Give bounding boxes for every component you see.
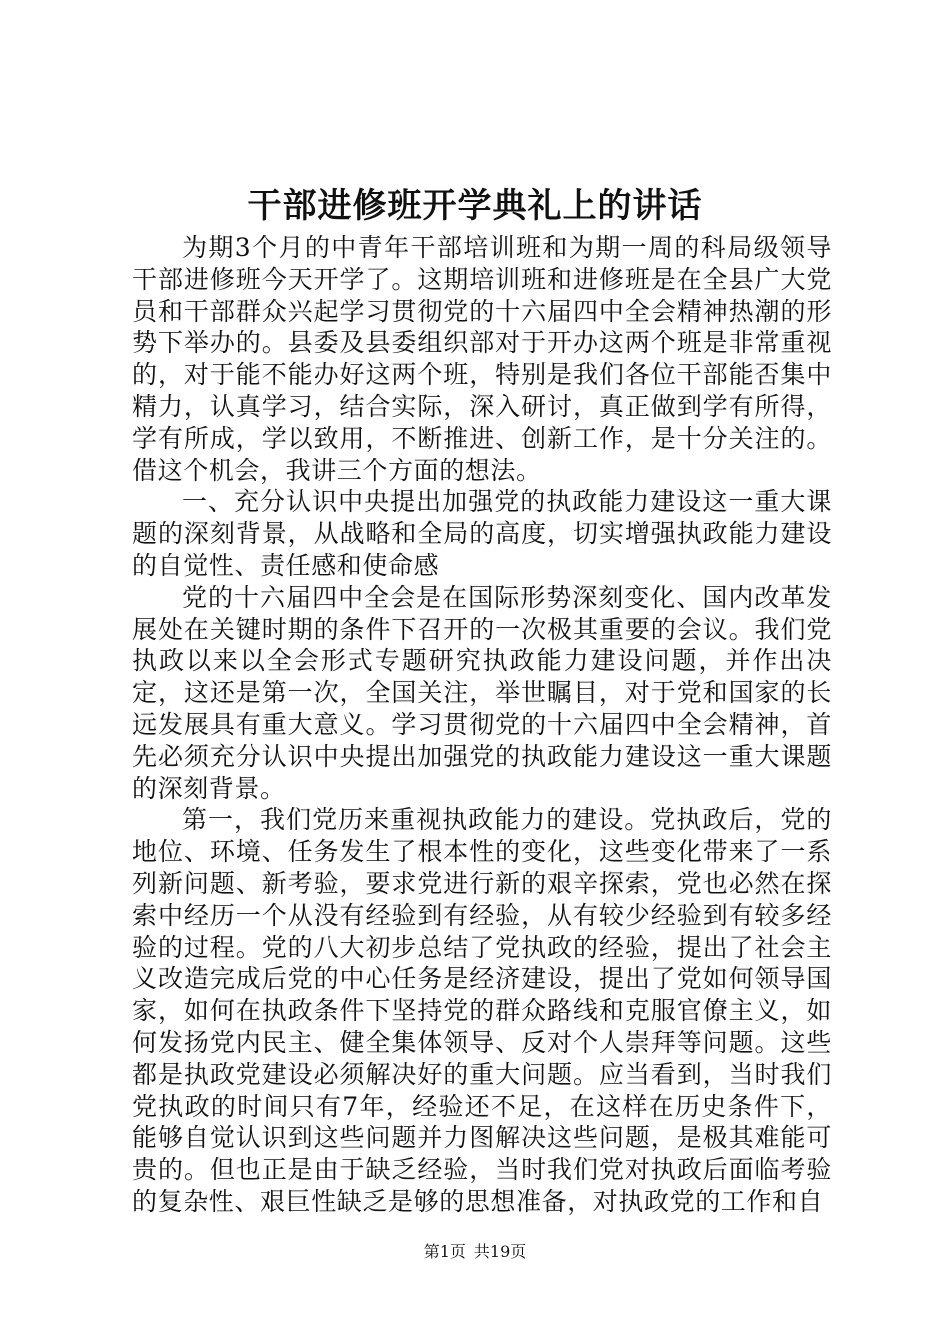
paragraph-intro: 为期3个月的中青年干部培训班和为期一周的科局级领导干部进修班今天开学了。这期培训班和进修班是在全县广大党员和干部群众兴起学习贯彻党的十六届四中全会精神热潮的形势下举办的。县委及县委组织部对于开办这两个班是非常重视的，对于能不能办好这两个班，特别是我们各位干部能否集中精力，认真学习，结合实际，深入研讨，真正做到学有所得，学有所成，学以致用，不断推进、创新工作，是十分关注的。借这个机会，我讲三个方面的想法。 [132, 233, 832, 485]
document-body [132, 232, 832, 1218]
page-footer [0, 1240, 950, 1264]
page-number: 第1页 [423, 1242, 466, 1261]
paragraph-first-point: 第一，我们党历来重视执政能力的建设。党执政后，党的地位、环境、任务发生了根本性的变化，这些变化带来了一系列新问题、新考验，要求党进行新的艰辛探索，党也必然在探索中经历一个从没有经验到有经验，从有较少经验到有较多经验的过程。党的八大初步总结了党执政的经验，提出了社会主义改造完成后党的中心任务是经济建设，提出了党如何领导国家，如何在执政条件下坚持党的群众路线和克服官僚主义，如何发扬党内民主、健全集体领导、反对个人崇拜等问题。这些都是执政党建设必须解决好的重大问题。应当看到，当时我们党执政的时间只有7年，经验还不足，在这样在历史条件下，能够自觉认识到这些问题并力图解决这些问题，是极其难能可贵的。但也正是由于缺乏经验，当时我们党对执政后面临考验的复杂性、艰巨性缺乏是够的思想准备，对执政党的工作和自 [132, 805, 832, 1216]
paragraph-background: 党的十六届四中全会是在国际形势深刻变化、国内改革发展处在关键时期的条件下召开的一次极其重要的会议。我们党执政以来以全会形式专题研究执政能力建设问题，并作出决定，这还是第一次，全国关注，举世瞩目，对于党和国家的长远发展具有重大意义。学习贯彻党的十六届四中全会精神，首先必须充分认识中央提出加强党的执政能力建设这一重大课题的深刻背景。 [132, 582, 832, 803]
page-title: 干部进修班开学典礼上的讲话 [247, 186, 703, 226]
page-total: 共19页 [473, 1242, 527, 1261]
paragraph-section-heading: 一、充分认识中央提出加强党的执政能力建设这一重大课题的深刻背景，从战略和全局的高度，切实增强执政能力建设的自觉性、责任感和使命感 [132, 487, 832, 580]
